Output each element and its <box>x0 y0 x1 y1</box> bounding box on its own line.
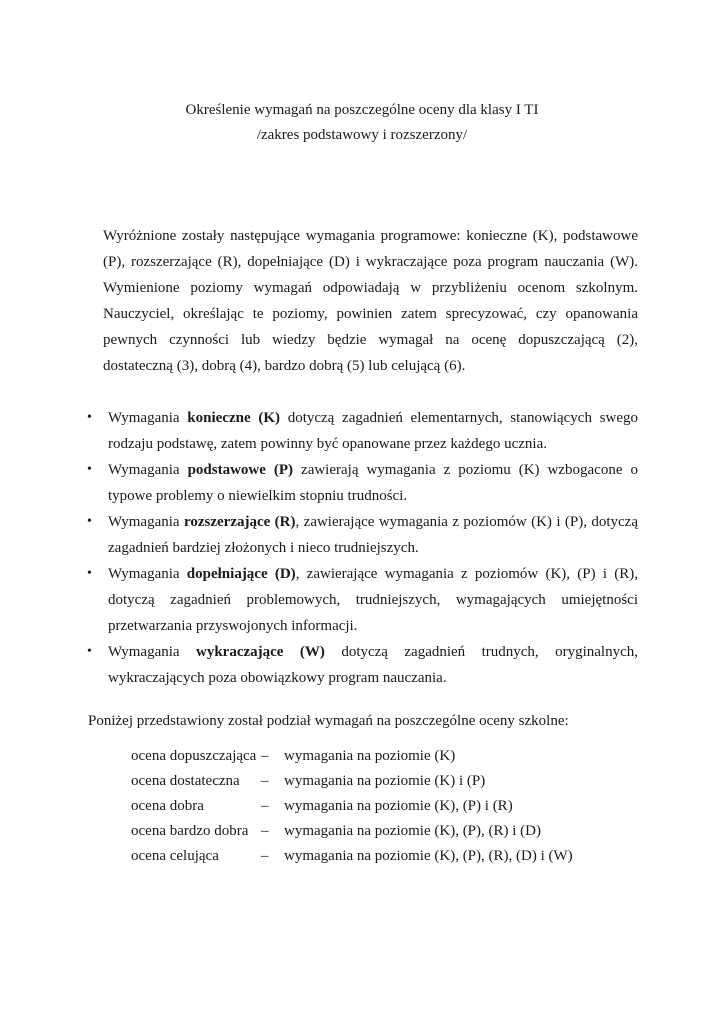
bullet-term: dopełniające (D) <box>186 566 296 582</box>
grade-requirement: wymagania na poziomie (K), (P), (R) i (D) <box>284 823 542 839</box>
bullet-icon: • <box>87 462 92 477</box>
bullet-term: rozszerzające (R) <box>183 514 296 530</box>
list-item <box>0 561 724 639</box>
list-item <box>0 405 724 457</box>
intro-paragraph: Wyróżnione zostały następujące wymagania programowe: konieczne (K), podstawowe (P), rozszerzające (R), dopełniające (D) i wykraczające poza program nauczania (W). Wymienione poziomy wymagań odpowiadają w przybliżeniu ocenom szkolnym. Nauczyciel, określając te poziomy, powinien zatem sprecyzować, czy opanowania pewnych czynności lub wiedzy będzie wymagał na ocenę dopuszczającą (2), dostateczną (3), dobrą (4), bardzo dobrą (5) lub celującą (6). <box>103 228 638 374</box>
list-item <box>0 639 724 691</box>
table-row <box>131 819 573 844</box>
grade-name: ocena celująca <box>131 848 219 864</box>
grade-dash: – <box>261 798 269 814</box>
table-row <box>131 794 573 819</box>
bullet-description: dotyczą zagadnień elementarnych, stanowiących swego rodzaju podstawę, zatem powinny być opanowane przez każdego ucznia. <box>108 410 638 452</box>
table-row <box>131 744 573 769</box>
grade-name: ocena dobra <box>131 798 204 814</box>
grade-dash: – <box>261 748 269 764</box>
page-subtitle: /zakres podstawowy i rozszerzony/ <box>256 127 468 143</box>
grade-name: ocena dostateczna <box>131 773 240 789</box>
grade-requirement: wymagania na poziomie (K), (P) i (R) <box>284 798 513 814</box>
bullet-description: , zawierające wymagania z poziomów (K) i (P), dotyczą zagadnień bardziej złożonych i nieco trudniejszych. <box>108 514 638 556</box>
grade-requirement: wymagania na poziomie (K), (P), (R), (D) i (W) <box>284 848 573 864</box>
grade-name: ocena bardzo dobra <box>131 823 249 839</box>
bullet-icon: • <box>87 410 92 425</box>
grade-dash: – <box>261 773 269 789</box>
bullet-term: podstawowe (P) <box>187 462 294 478</box>
grades-table <box>131 744 573 869</box>
grade-dash: – <box>261 848 269 864</box>
list-item <box>0 457 724 509</box>
bullet-description: zawierają wymagania z poziomu (K) wzbogacone o typowe problemy o niewielkim stopniu trudności. <box>108 462 638 504</box>
list-item <box>0 509 724 561</box>
page-title: Określenie wymagań na poszczególne oceny dla klasy I TI <box>185 102 539 118</box>
bullet-prefix: Wymagania <box>108 410 188 426</box>
bullet-prefix: Wymagania <box>108 644 196 660</box>
bullet-icon: • <box>87 644 92 659</box>
bullet-description: dotyczą zagadnień trudnych, oryginalnych, wykraczających poza obowiązkowy program nauczania. <box>108 644 639 686</box>
bullet-term: wykraczające (W) <box>196 644 325 660</box>
bullet-description: , zawierające wymagania z poziomów (K), (P) i (R), dotyczą zagadnień problemowych, trudniejszych, wymagających umiejętności przetwarzania przyswojonych informacji. <box>108 566 638 634</box>
bullet-prefix: Wymagania <box>108 514 184 530</box>
grade-requirement: wymagania na poziomie (K) i (P) <box>284 773 486 789</box>
grade-dash: – <box>261 823 269 839</box>
summary-text: Poniżej przedstawiony został podział wymagań na poszczególne oceny szkolne: <box>88 713 569 729</box>
table-row <box>131 844 573 869</box>
bullet-icon: • <box>87 514 92 529</box>
grade-requirement: wymagania na poziomie (K) <box>284 748 456 764</box>
bullet-term: konieczne (K) <box>187 410 280 426</box>
bullet-prefix: Wymagania <box>108 462 188 478</box>
bullet-prefix: Wymagania <box>108 566 187 582</box>
table-row <box>131 769 573 794</box>
requirements-list <box>0 405 724 691</box>
bullet-icon: • <box>87 566 92 581</box>
grade-name: ocena dopuszczająca <box>131 748 257 764</box>
